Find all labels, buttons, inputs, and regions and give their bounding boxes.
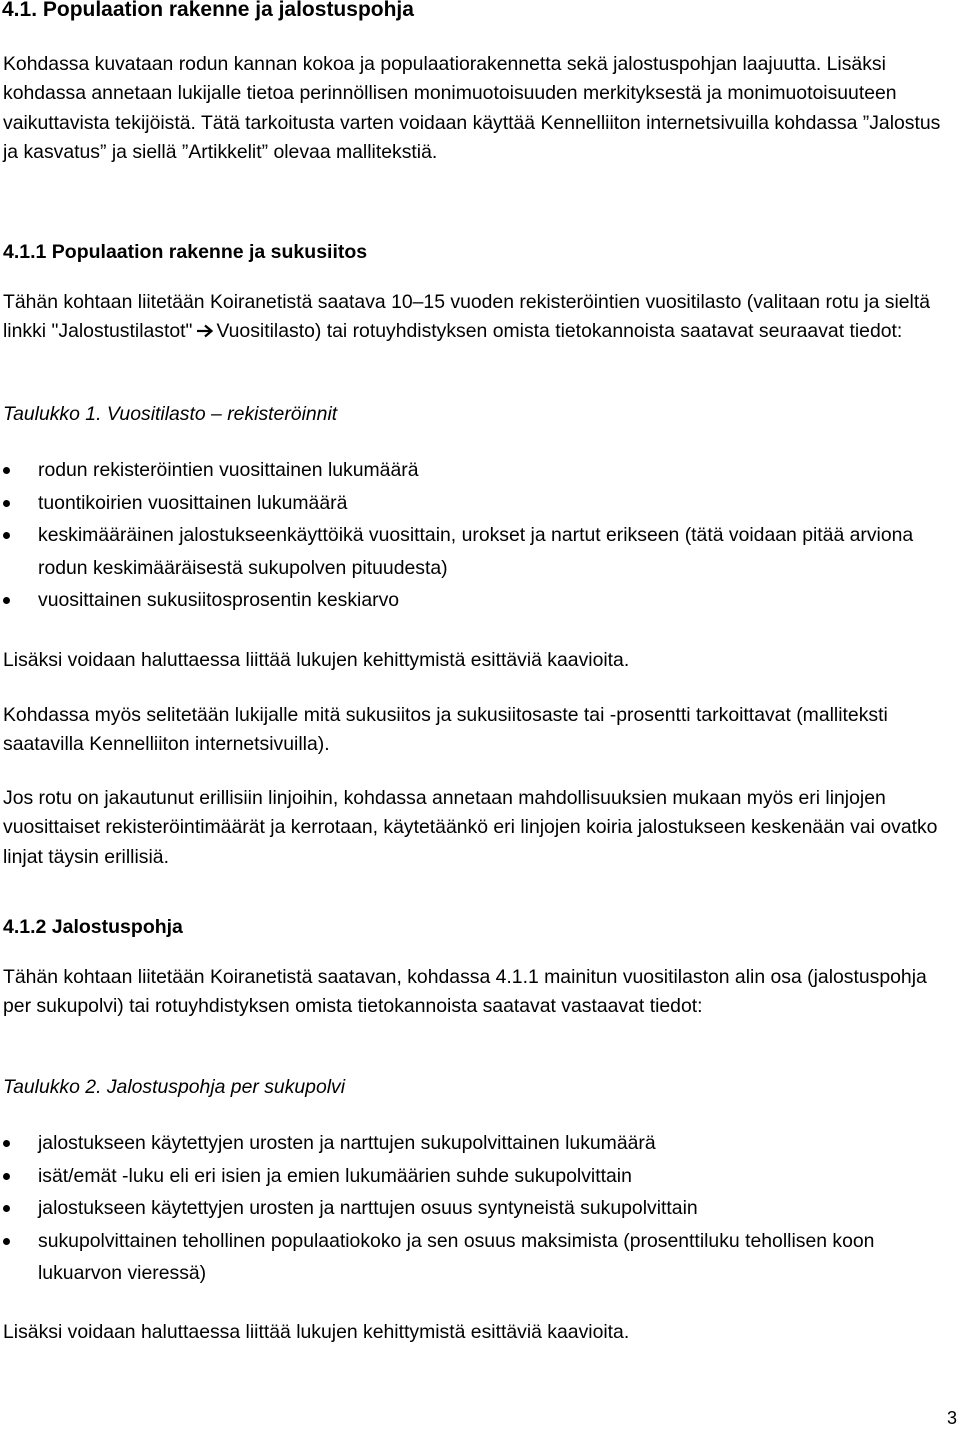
- list-item: isät/emät -luku eli eri isien ja emien lukumäärien suhde sukupolvittain: [0, 1160, 920, 1193]
- bullet-icon: [3, 1140, 10, 1147]
- breeding-base-paragraph: Tähän kohtaan liitetään Koiranetistä saatavan, kohdassa 4.1.1 mainitun vuositilaston alin osa (jalostuspohja per sukupolvi) tai rotuyhdistyksen omista tietokannoista saatavat vastaavat tiedot:: [3, 966, 927, 1018]
- breeding-base-list: [0, 1127, 920, 1290]
- statistics-paragraph: [3, 288, 958, 347]
- statistics-paragraph-part1: Tähän kohtaan liitetään Koiranetistä saatava 10–15 vuoden rekisteröintien vuositilasto (valitaan rotu ja sieltä linkki "Jalostustilastot": [3, 291, 931, 343]
- bullet-icon: [3, 532, 10, 539]
- list-item: rodun rekisteröintien vuosittainen lukumäärä: [0, 454, 920, 487]
- list-item: sukupolvittainen tehollinen populaatiokoko ja sen osuus maksimista (prosenttiluku tehollisen koon lukuarvon vieressä): [0, 1225, 920, 1290]
- subsection-heading-breeding-base: 4.1.2 Jalostuspohja: [3, 916, 183, 938]
- intro-paragraph: Kohdassa kuvataan rodun kannan kokoa ja populaatiorakennetta sekä jalostuspohjan laajuutta. Lisäksi kohdassa annetaan lukijalle tietoa perinnöllisen monimuotoisuuden merkityksestä ja monimuotoisuuteen vaikuttavista tekijöistä. Tätä tarkoitusta varten voidaan käyttää Kennelliiton internetsivuilla kohdassa ”Jalostus ja kasvatus” ja siellä ”Artikkelit” olevaa mallitekstiä.: [3, 53, 941, 163]
- list-item: keskimääräinen jalostukseenkäyttöikä vuosittain, urokset ja nartut erikseen (tätä voidaan pitää arviona rodun keskimääräisestä sukupolven pituudesta): [0, 519, 920, 584]
- bullet-icon: [3, 467, 10, 474]
- list-item: vuosittainen sukusiitosprosentin keskiarvo: [0, 584, 920, 617]
- table-caption-2: Taulukko 2. Jalostuspohja per sukupolvi: [3, 1076, 346, 1098]
- charts-paragraph-2: Lisäksi voidaan haluttaessa liittää lukujen kehittymistä esittäviä kaavioita.: [3, 1321, 630, 1343]
- bullet-icon: [3, 1238, 10, 1245]
- bullet-icon: [3, 1205, 10, 1212]
- charts-paragraph-1: Lisäksi voidaan haluttaessa liittää lukujen kehittymistä esittäviä kaavioita.: [3, 649, 630, 671]
- registration-statistics-list: [0, 454, 920, 617]
- list-item: jalostukseen käytettyjen urosten ja narttujen sukupolvittainen lukumäärä: [0, 1127, 920, 1160]
- list-item: jalostukseen käytettyjen urosten ja narttujen osuus syntyneistä sukupolvittain: [0, 1192, 920, 1225]
- lines-paragraph: Jos rotu on jakautunut erillisiin linjoihin, kohdassa annetaan mahdollisuuksien mukaan myös eri linjojen vuosittaiset rekisteröintimäärät ja kerrotaan, käytetäänkö eri linjojen koiria jalostukseen keskenään vai ovatko linjat täysin erillisiä.: [3, 787, 938, 868]
- subsection-heading-population: 4.1.1 Populaation rakenne ja sukusiitos: [3, 241, 368, 263]
- inbreeding-paragraph: Kohdassa myös selitetään lukijalle mitä sukusiitos ja sukusiitosaste tai -prosentti tarkoittavat (malliteksti saatavilla Kennelliiton internetsivuilla).: [3, 704, 888, 756]
- section-heading: 4.1. Populaation rakenne ja jalostuspohja: [2, 0, 414, 21]
- list-item: tuontikoirien vuosittainen lukumäärä: [0, 487, 920, 520]
- statistics-paragraph-part2: Vuositilasto) tai rotuyhdistyksen omista tietokannoista saatavat seuraavat tiedot:: [216, 320, 903, 343]
- page-number: 3: [946, 1408, 957, 1428]
- bullet-icon: [3, 500, 10, 507]
- bullet-icon: [3, 597, 10, 604]
- right-arrow-icon: [196, 318, 214, 347]
- table-caption-1: Taulukko 1. Vuositilasto – rekisteröinnit: [3, 403, 338, 425]
- bullet-icon: [3, 1173, 10, 1180]
